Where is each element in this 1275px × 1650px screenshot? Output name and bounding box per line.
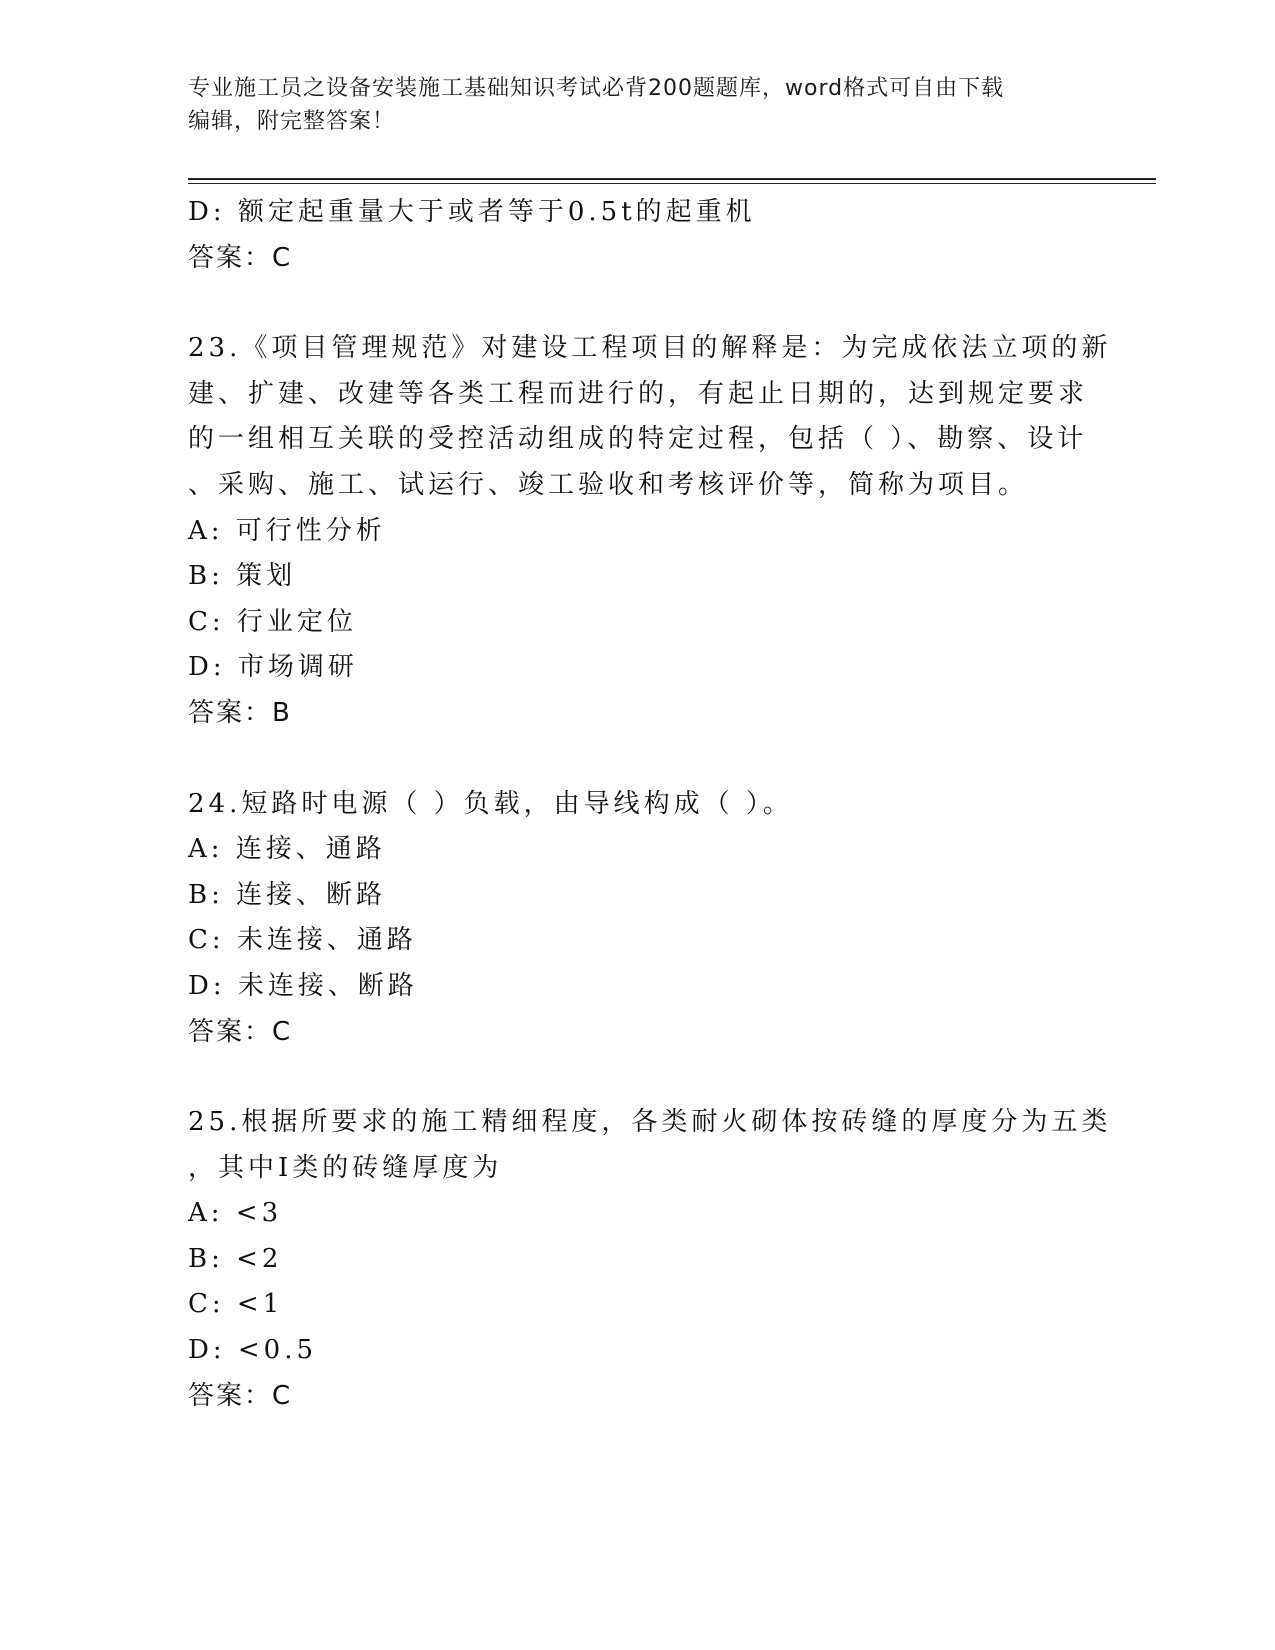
question-25-text: 25.根据所要求的施工精细程度，各类耐火砌体按砖缝的厚度分为五类 xyxy=(188,1107,1112,1138)
option-a: A: 可行性分析 xyxy=(188,515,386,546)
option-b: B: <2 xyxy=(188,1243,283,1274)
document-header xyxy=(188,72,1088,138)
option-c: C: <1 xyxy=(188,1289,284,1320)
option-a: A: <3 xyxy=(188,1198,283,1229)
question-23-text: 23.《项目管理规范》对建设工程项目的解释是：为完成依法立项的新 xyxy=(188,333,1112,364)
answer-line: 答案：B xyxy=(188,697,292,728)
option-b: B: 连接、断路 xyxy=(188,879,387,910)
option-d: D: <0.5 xyxy=(188,1335,318,1366)
header-divider-thin xyxy=(188,183,1156,184)
question-24-text: 24.短路时电源（ ）负载，由导线构成（ ）。 xyxy=(188,788,793,819)
option-d: D: 额定起重量大于或者等于0.5t的起重机 xyxy=(188,197,756,227)
spacer xyxy=(188,1055,1088,1100)
option-c: C: 行业定位 xyxy=(188,606,357,637)
question-23-text: 的一组相互关联的受控活动组成的特定过程，包括（ ）、勘察、设计 xyxy=(188,424,1088,455)
spacer xyxy=(188,737,1088,782)
header-title-line-1: 专业施工员之设备安装施工基础知识考试必背200题题库，word格式可自由下载 xyxy=(188,76,1005,101)
question-23-text: 、采购、施工、试运行、竣工验收和考核评价等，简称为项目。 xyxy=(188,469,1029,500)
spacer xyxy=(188,281,1088,326)
option-d: D: 市场调研 xyxy=(188,652,358,683)
question-25-text: ，其中I类的砖缝厚度为 xyxy=(188,1152,503,1183)
answer-line: 答案：C xyxy=(188,1016,293,1047)
question-body xyxy=(188,190,1112,1419)
option-d: D: 未连接、断路 xyxy=(188,970,418,1001)
header-title-line-2: 编辑，附完整答案！ xyxy=(188,109,396,134)
question-23-text: 建、扩建、改建等各类工程而进行的，有起止日期的，达到规定要求 xyxy=(188,378,1089,409)
answer-line: 答案：C xyxy=(188,242,293,273)
header-divider-thick xyxy=(188,178,1156,180)
option-b: B: 策划 xyxy=(188,561,297,592)
option-c: C: 未连接、通路 xyxy=(188,925,417,956)
answer-line: 答案：C xyxy=(188,1380,293,1411)
option-a: A: 连接、通路 xyxy=(188,834,386,865)
